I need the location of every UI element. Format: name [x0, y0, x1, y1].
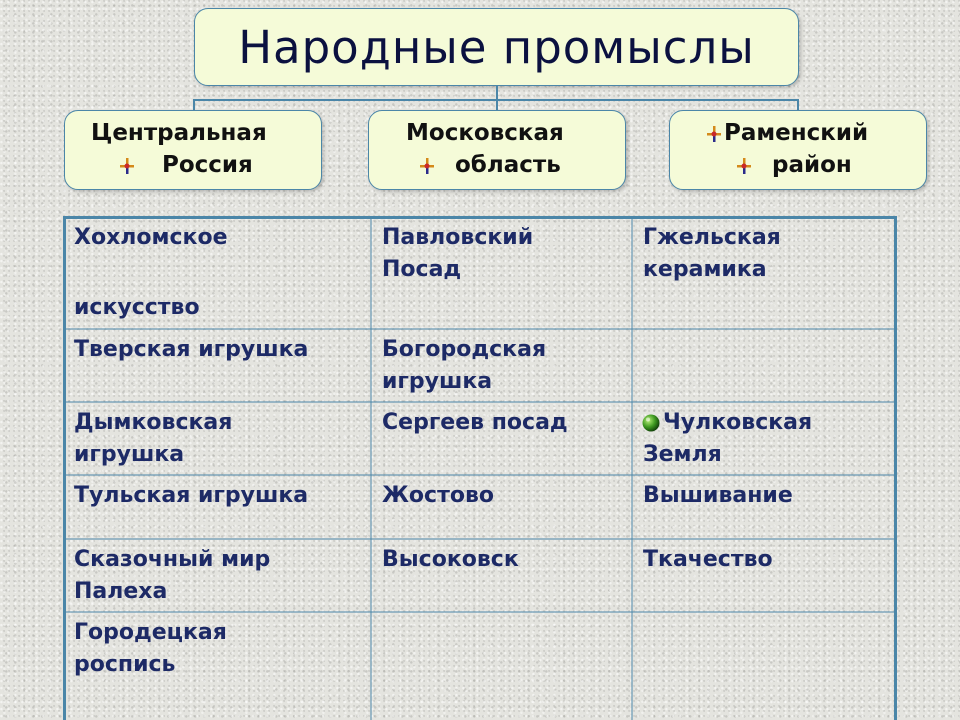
cell-col2-row2-line2: игрушка: [382, 369, 493, 394]
sparkle-bullet-icon: [734, 156, 754, 176]
cell-col1-row3-line1: Дымковская: [74, 410, 233, 435]
connector-left: [193, 99, 195, 110]
cell-col3-row3-line1-text: Чулковская: [663, 410, 813, 435]
cell-col1-row4: Тульская игрушка: [74, 483, 309, 508]
category-moscow-region: [368, 110, 626, 190]
title-box: [194, 8, 799, 86]
connector-middle: [496, 99, 498, 110]
cell-col3-row3-line1: [641, 407, 812, 439]
diagram-title: Народные промыслы: [238, 20, 755, 74]
cell-col3-row5: Ткачество: [643, 547, 773, 572]
cell-col1-row2: Тверская игрушка: [74, 337, 309, 362]
cell-col2-row5: Высоковск: [382, 547, 519, 572]
cell-col1-row5-line2: Палеха: [74, 579, 168, 604]
cell-col1-row1-line2: искусство: [74, 295, 200, 320]
category-ramensky-district-line1: Раменский: [724, 120, 869, 146]
cell-col1-row5-line1: Сказочный мир: [74, 547, 271, 572]
sparkle-bullet-icon: [117, 156, 137, 176]
cell-col1-row6-line2: роспись: [74, 652, 176, 677]
cell-col2-row1-line2: Посад: [382, 257, 462, 282]
sparkle-bullet-icon: [704, 124, 724, 144]
cell-col3-row3-line2: Земля: [643, 442, 722, 467]
cell-col2-row2-line1: Богородская: [382, 337, 547, 362]
cell-col3-row1-line2: керамика: [643, 257, 767, 282]
category-ramensky-district-line2: район: [772, 152, 852, 178]
cell-col2-row1-line1: Павловский: [382, 225, 534, 250]
cell-col1-row3-line2: игрушка: [74, 442, 185, 467]
category-ramensky-district: [669, 110, 927, 190]
category-central-russia-line1: Центральная: [91, 120, 267, 146]
category-central-russia: [64, 110, 322, 190]
cell-col3-row1-line1: Гжельская: [643, 225, 781, 250]
connector-vertical-main: [496, 86, 498, 100]
sparkle-bullet-icon: [417, 156, 437, 176]
category-central-russia-line2: Россия: [162, 152, 253, 178]
cell-col1-row1-line1: Хохломское: [74, 225, 228, 250]
cell-col2-row4: Жостово: [382, 483, 494, 508]
category-moscow-region-line2: область: [455, 152, 561, 178]
cell-col1-row6-line1: Городецкая: [74, 620, 227, 645]
category-moscow-region-line1: Московская: [406, 120, 564, 146]
cell-col2-row3: Сергеев посад: [382, 410, 568, 435]
crafts-table: [63, 216, 897, 720]
green-globe-icon: [641, 413, 661, 433]
cell-col3-row4: Вышивание: [643, 483, 793, 508]
connector-right: [797, 99, 799, 110]
